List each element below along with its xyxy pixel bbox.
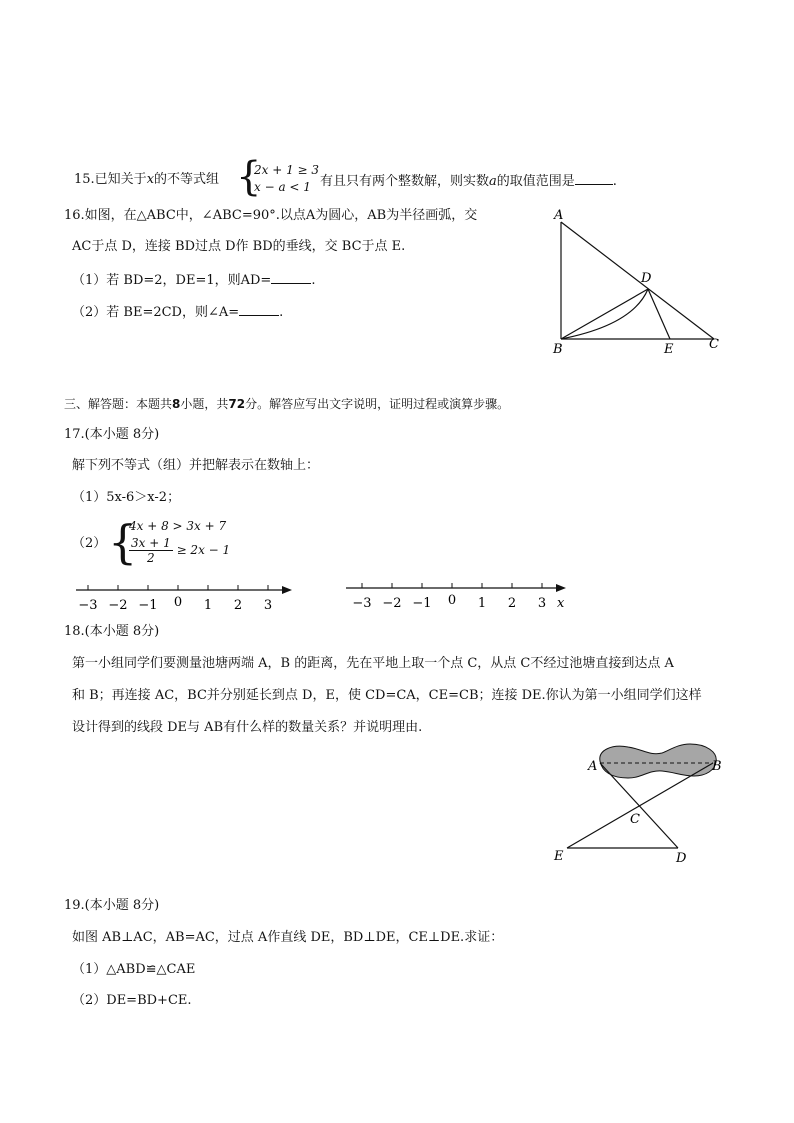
q16-sub1-end: . [311,273,316,288]
q16-seg-ac [561,222,714,339]
q18-label-c: C [630,812,640,827]
number-line-2-tick-label: 3 [537,596,547,611]
number-line-2-ticks [352,583,546,611]
q16-label-e: E [664,342,674,355]
q15-var-a: a [489,174,497,189]
section-3-heading [64,396,509,412]
q17-title: 17.(本小题 8分) [64,427,160,442]
q16-figure [545,205,725,355]
number-line-2-tick-label: 1 [477,596,487,611]
number-line-2-tick-label: −3 [352,596,372,611]
q15-end: . [612,174,617,189]
section3-suffix: 分。解答应写出文字说明，证明过程或演算步骤。 [245,397,510,411]
q18-label-a: A [588,759,598,774]
number-line-1-tick-label: −3 [78,598,98,612]
number-line-2[interactable] [340,578,576,612]
q15-ineq2: x − a < 1 [254,180,311,194]
number-line-1-tick-label: −1 [138,598,158,612]
section3-prefix: 三、解答题：本题共 [64,397,173,411]
q15-ineq1: 2x + 1 ≥ 3 [254,163,320,177]
number-line-2-tick-label: −2 [382,596,402,611]
q17-sub1: （1）5x-6＞x-2； [72,490,181,505]
q16-label-b: B [553,342,563,355]
q17-frac-num: 3x + 1 [131,536,171,550]
q17-sys2 [129,536,230,565]
q18-line3: 设计得到的线段 DE与 AB有什么样的数量关系？并说明理由. [72,720,423,735]
number-line-2-tick-label: −1 [412,596,432,611]
q16-seg-bd [561,289,648,339]
q15-answer-blank[interactable] [575,172,613,185]
number-line-1-arrow [282,586,292,594]
number-line-1-tick-label: 3 [263,598,273,612]
q16-line2: AC于点 D，连接 BD过点 D作 BD的垂线，交 BC于点 E. [72,239,406,254]
q15-brace: { [236,154,262,200]
q16-sub2-blank[interactable] [239,303,279,316]
number-line-2-var: x [557,596,565,611]
number-line-1[interactable] [70,580,296,612]
q15-mid: 的不等式组 [154,172,220,187]
number-line-1-tick-label: 1 [203,598,213,612]
q16-sub2-end: . [279,305,284,320]
q16-label-d: D [641,271,652,286]
q16-line1: 16.如图，在△ABC中，∠ABC=90°.以点A为圆心，AB为半径画弧，交 [64,208,478,223]
q18-label-d: D [676,851,687,866]
q18-title: 18.(本小题 8分) [64,624,160,639]
q17-frac-den: 2 [147,551,155,565]
number-line-2-arrow [556,584,566,592]
q15-suffix2: 的取值范围是 [496,174,575,189]
number-line-1-ticks [78,585,272,612]
number-line-1-tick-label: 0 [173,595,183,610]
q17-sys2-rest: ≥ 2x − 1 [176,543,231,557]
q18-line2: 和 B；再连接 AC，BC并分别延长到点 D，E，使 CD=CA，CE=CB；连接 DE.你认为第一小组同学们这样 [72,688,702,703]
q19-line1: 如图 AB⊥AC，AB=AC，过点 A作直线 DE，BD⊥DE，CE⊥DE.求证： [72,930,504,945]
number-line-1-tick-label: 2 [233,598,243,612]
section3-mid: 小题，共 [180,397,229,411]
q17-sys1: 4x + 8 > 3x + 7 [129,519,227,533]
q15-prefix: 15.已知关于 [74,172,147,187]
q19-sub1: （1）△ABD≌△CAE [72,962,196,977]
number-line-1-tick-label: −2 [108,598,128,612]
q16-label-a: A [554,208,564,223]
number-line-2-tick-label: 0 [447,593,457,608]
q16-sub1: （1）若 BD=2，DE=1，则AD= [72,273,272,288]
number-line-2-tick-label: 2 [507,596,517,611]
q17-intro: 解下列不等式（组）并把解表示在数轴上： [72,458,320,473]
q16-sub2: （2）若 BE=2CD，则∠A= [72,305,240,320]
q17-brace: { [108,515,138,569]
pond-shape [600,744,716,778]
q19-title: 19.(本小题 8分) [64,898,160,913]
q18-label-e: E [554,849,564,864]
q15-suffix1: 有且只有两个整数解，则实数 [320,174,490,189]
q19-sub2: （2）DE=BD+CE. [72,993,192,1008]
section3-score: 72 [228,397,246,411]
q18-figure [550,738,740,868]
q16-label-c: C [709,337,719,352]
section3-count: 8 [172,397,181,411]
q17-sub2-label: （2） [72,536,107,551]
q15-var-x: x [146,172,155,187]
q18-label-b: B [712,759,722,774]
q18-line1: 第一小组同学们要测量池塘两端 A，B 的距离，先在平地上取一个点 C，从点 C不经过池塘直接到达点 A [72,656,674,671]
q17-fraction [129,536,173,565]
q16-sub1-blank[interactable] [271,271,311,284]
